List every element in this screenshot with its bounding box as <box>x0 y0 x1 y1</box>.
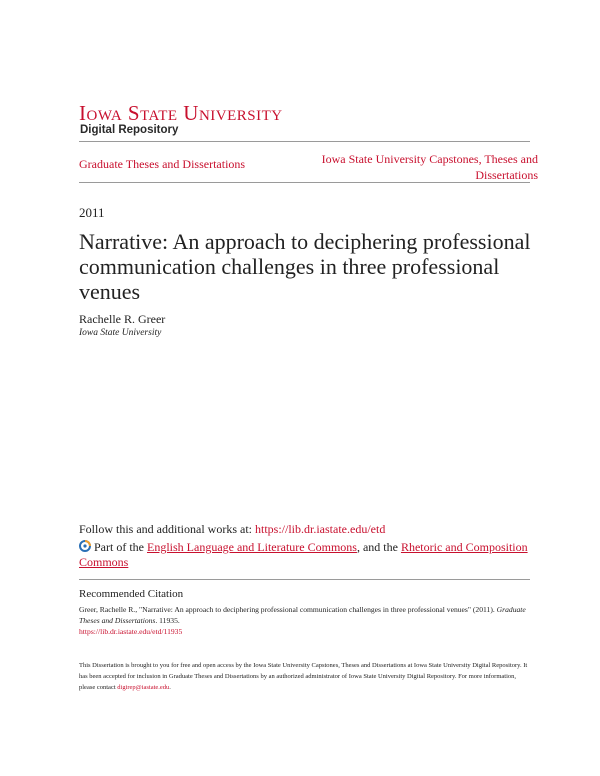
header-divider-bottom <box>79 182 530 183</box>
citation-journal: Graduate Theses and Dissertations <box>79 605 526 625</box>
document-title: Narrative: An approach to deciphering professional communication challenges in three professional venues <box>79 229 531 304</box>
header-divider-top <box>79 141 530 142</box>
open-access-icon <box>79 540 91 552</box>
citation-suffix: . 11935. <box>155 616 180 625</box>
disclaimer-text: This Dissertation is brought to you for free and open access by the Iowa State University Capstones, Theses and Dissertations at Iowa State University Digital Repository. It has been accepted for inclusion in Graduate Theses and Dissertations by an authorized administrator of Iowa State University Digital Repository. For more information, please contact <box>79 662 528 691</box>
part-of-line <box>79 540 531 570</box>
publication-year: 2011 <box>79 205 105 220</box>
collection-link-capstones[interactable]: Iowa State University Capstones, Theses and Dissertations <box>321 152 538 182</box>
citation-prefix: Greer, Rachelle R., "Narrative: An approach to deciphering professional communication challenges in three professional venues" (2011). <box>79 605 497 614</box>
citation-text <box>79 604 531 637</box>
author-name: Rachelle R. Greer <box>79 312 166 326</box>
citation-url-link[interactable]: https://lib.dr.iastate.edu/etd/11935 <box>79 627 183 636</box>
follow-text: Follow this and additional works at: <box>79 522 255 536</box>
university-logo-wordmark: Iowa State University <box>79 101 283 125</box>
part-of-prefix: Part of the <box>94 540 147 554</box>
follow-url-link[interactable]: https://lib.dr.iastate.edu/etd <box>255 522 386 536</box>
citation-divider <box>79 579 530 580</box>
author-affiliation: Iowa State University <box>79 328 162 338</box>
recommended-citation-heading: Recommended Citation <box>79 588 184 600</box>
part-of-middle: , and the <box>356 540 401 554</box>
digital-repository-label: Digital Repository <box>80 124 179 136</box>
contact-email-link[interactable]: digirep@iastate.edu <box>117 684 170 691</box>
follow-line <box>79 522 385 537</box>
disclaimer-end: . <box>169 684 171 691</box>
rhetoric-composition-commons-link[interactable]: Rhetoric and Composition Commons <box>79 540 528 569</box>
access-disclaimer <box>79 660 531 693</box>
collection-link-graduate-theses[interactable]: Graduate Theses and Dissertations <box>79 157 246 171</box>
english-language-literature-commons-link[interactable]: English Language and Literature Commons <box>147 540 357 554</box>
